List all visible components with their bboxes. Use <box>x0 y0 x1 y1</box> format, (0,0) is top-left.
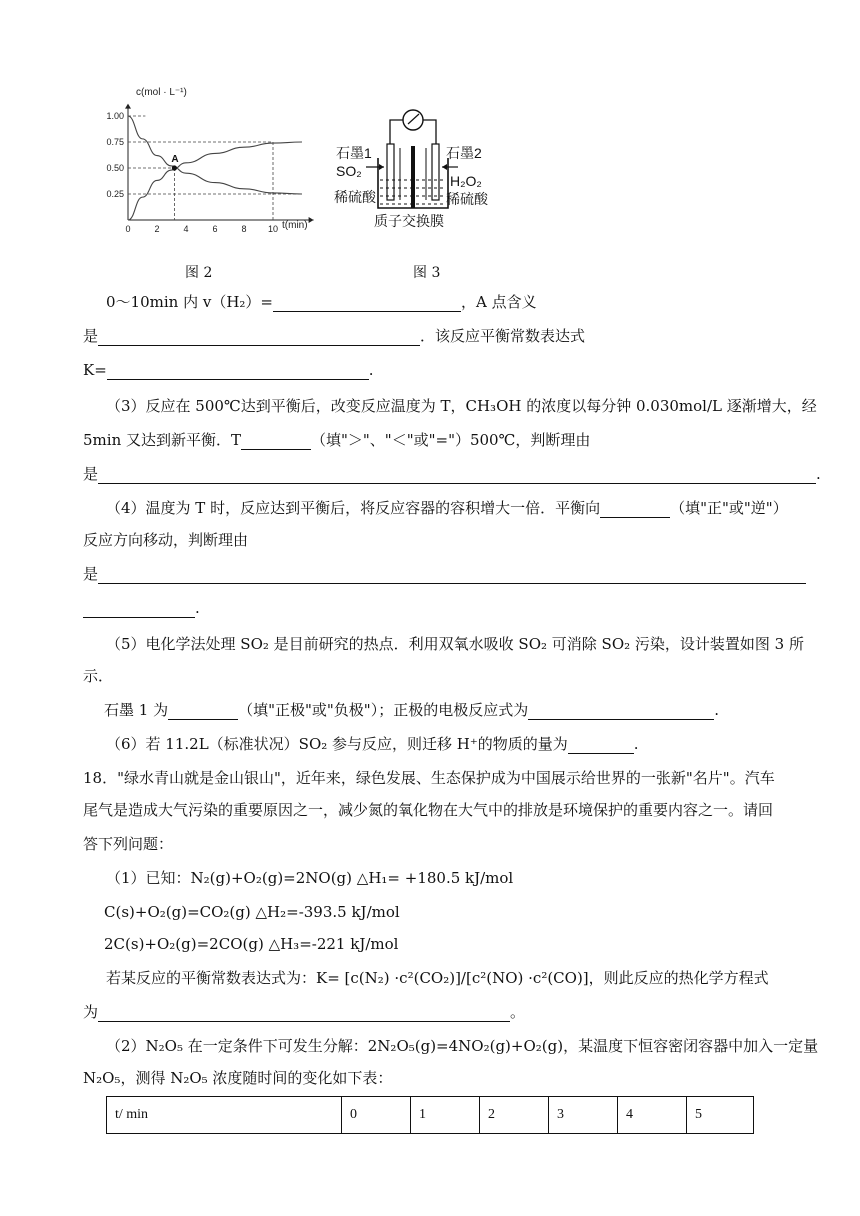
answer-blank-electrode[interactable] <box>168 703 238 720</box>
q17-part4-line-4: . <box>83 598 200 618</box>
graphite-1-electrode <box>387 144 394 200</box>
graphite-2-electrode <box>432 144 439 200</box>
q17-part5-line-1: （5）电化学法处理 SO₂ 是目前研究的热点．利用双氧水吸收 SO₂ 可消除 SO₂ 污染，设计装置如图 3 所 <box>106 635 804 653</box>
n2o5-data-table <box>106 1096 754 1134</box>
chart-x-label: t(min) <box>282 220 308 231</box>
proton-exchange-membrane <box>411 146 415 208</box>
table-cell: t/ min <box>107 1097 342 1134</box>
chart-x-tick-label: 8 <box>241 224 247 234</box>
q17-part4-line-2: 反应方向移动，判断理由 <box>83 531 249 549</box>
q17-part3-line-1: （3）反应在 500℃达到平衡后，改变反应温度为 T，CH₃OH 的浓度以每分钟 0.030mol/L 逐渐增大，经 <box>106 397 817 415</box>
label-graphite-1: 石墨1 <box>336 145 372 161</box>
q18-k-expression: 若某反应的平衡常数表达式为：K= [c(N₂) ·c²(CO₂)]/[c²(NO) ·c²(CO)]，则此反应的热化学方程式 <box>106 969 769 987</box>
q18-equation-2: C(s)+O₂(g)=CO₂(g) △H₂=-393.5 kJ/mol <box>104 903 400 921</box>
table-cell: 4 <box>618 1097 687 1134</box>
table-cell: 5 <box>687 1097 754 1134</box>
q18-intro-line-3: 答下列问题： <box>83 835 174 853</box>
q17-part3-line-3: 是 . <box>83 465 821 483</box>
q17-part6-line: （6）若 11.2L（标准状况）SO₂ 参与反应，则迁移 H⁺的物质的量为 . <box>106 735 639 753</box>
chart-y-label: c(mol · L⁻¹) <box>136 87 187 98</box>
chart-y-tick-label: 0.25 <box>106 189 124 199</box>
answer-blank-reason-3[interactable] <box>98 467 816 484</box>
figure-3-caption: 图 3 <box>413 265 441 281</box>
q17-part4-line-1: （4）温度为 T 时，反应达到平衡后，将反应容器的容积增大一倍．平衡向 （填"正"或"逆"） <box>106 499 788 517</box>
chart-x-tick-label: 0 <box>125 224 131 234</box>
h2o2-inlet-arrow-icon <box>442 164 447 170</box>
chart-y-tick-label: 0.50 <box>106 163 124 173</box>
table-row <box>107 1097 754 1134</box>
label-h2o2: H₂O₂ <box>450 173 482 189</box>
label-graphite-2: 石墨2 <box>446 145 482 161</box>
q17-line-3: K= . <box>83 361 374 379</box>
q18-intro-line-1: 18．"绿水青山就是金山银山"，近年来，绿色发展、生态保护成为中国展示给世界的一张新"名片"。汽车 <box>83 769 775 787</box>
chart-x-tick-label: 10 <box>267 224 279 234</box>
answer-blank-k-expression[interactable] <box>107 363 369 380</box>
q18-thermo-equation-line: 为 。 <box>83 1003 526 1021</box>
chart-y-tick-label: 0.75 <box>106 137 124 147</box>
answer-blank-rate[interactable] <box>273 295 461 312</box>
table-cell: 2 <box>480 1097 549 1134</box>
answer-blank-direction[interactable] <box>600 501 670 518</box>
q17-part4-line-3: 是 <box>83 564 806 584</box>
q18-equation-1: （1）已知：N₂(g)+O₂(g)=2NO(g) △H₁= +180.5 kJ/mol <box>106 869 514 887</box>
so2-inlet-arrow-icon <box>379 164 384 170</box>
q17-part3-line-2: 5min 又达到新平衡．T （填"＞"、"＜"或"="）500℃，判断理由 <box>83 431 591 449</box>
q18-part2-line-2: N₂O₅，测得 N₂O₅ 浓度随时间的变化如下表： <box>83 1069 393 1087</box>
answer-blank-temperature[interactable] <box>241 433 311 450</box>
answer-blank-point-a[interactable] <box>98 329 420 346</box>
q18-equation-3: 2C(s)+O₂(g)=2CO(g) △H₃=-221 kJ/mol <box>104 935 399 953</box>
chart-y-arrow-icon <box>125 104 131 109</box>
chart-y-tick-label: 1.00 <box>106 111 124 121</box>
label-left-solution: 稀硫酸 <box>334 189 376 205</box>
table-cell: 3 <box>549 1097 618 1134</box>
chart-x-tick-label: 2 <box>154 224 160 234</box>
label-membrane: 质子交换膜 <box>374 213 444 229</box>
chart-x-tick-label: 6 <box>212 224 218 234</box>
figure-2-caption: 图 2 <box>185 265 213 281</box>
chart-x-arrow-icon <box>309 217 314 223</box>
figure-2-chart <box>96 84 326 236</box>
figure-3-diagram <box>330 100 500 235</box>
label-so2: SO₂ <box>336 163 362 179</box>
answer-blank-positive-reaction[interactable] <box>528 703 714 720</box>
q17-line-2: 是 ．该反应平衡常数表达式 <box>83 327 586 345</box>
q17-line-1: 0～10min 内 v（H₂）= ，A 点含义 <box>106 293 537 311</box>
q17-part5-line-2: 示． <box>83 667 114 685</box>
q18-intro-line-2: 尾气是造成大气污染的重要原因之一，减少氮的氧化物在大气中的排放是环境保护的重要内容之一。请回 <box>83 801 774 819</box>
answer-blank-reason-4b[interactable] <box>83 601 195 618</box>
q17-part5-line-3: 石墨 1 为 （填"正极"或"负极"）；正极的电极反应式为 . <box>104 701 719 719</box>
table-cell: 0 <box>342 1097 411 1134</box>
label-right-solution: 稀硫酸 <box>446 191 488 207</box>
chart-x-tick-label: 4 <box>183 224 189 234</box>
answer-blank-h-moles[interactable] <box>568 737 634 754</box>
chart-point-a <box>172 165 177 170</box>
answer-blank-thermo-equation[interactable] <box>98 1005 510 1022</box>
chart-point-a-label: A <box>171 154 179 165</box>
q18-part2-line-1: （2）N₂O₅ 在一定条件下可发生分解：2N₂O₅(g)=4NO₂(g)+O₂(g)，某温度下恒容密闭容器中加入一定量 <box>106 1037 819 1055</box>
answer-blank-reason-4a[interactable] <box>98 567 806 584</box>
table-cell: 1 <box>411 1097 480 1134</box>
